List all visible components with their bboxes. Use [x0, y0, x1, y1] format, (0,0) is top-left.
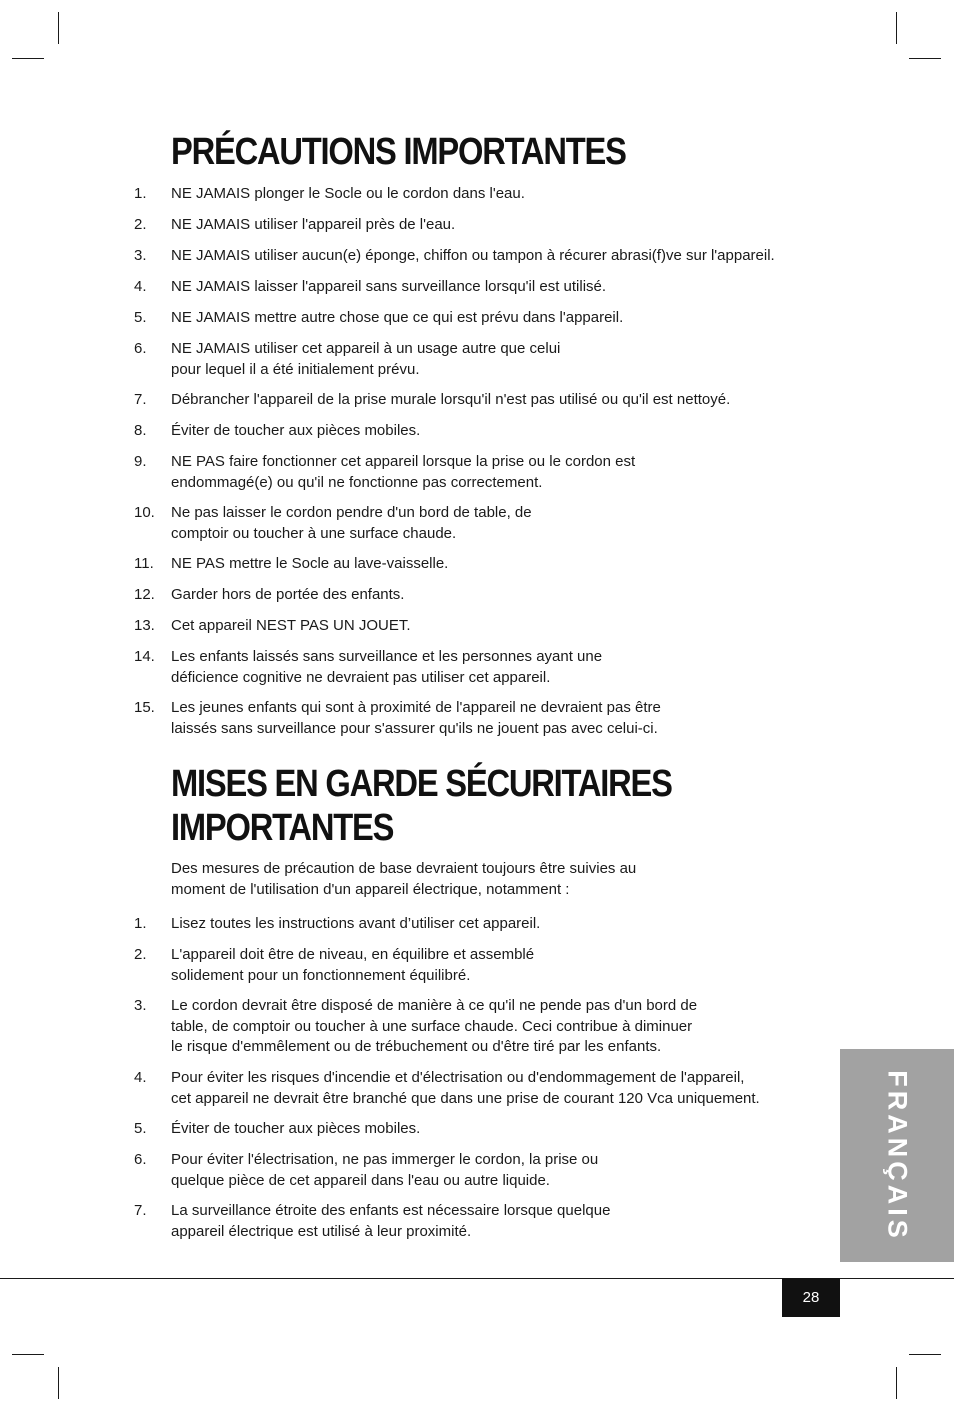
- list-item-line: déficience cognitive ne devraient pas utiliser cet appareil.: [171, 668, 551, 686]
- list-item-number: 1.: [134, 185, 147, 202]
- list-item-text: [171, 1150, 598, 1191]
- list-item-text: [171, 1068, 760, 1109]
- list-item-number: 6.: [134, 1151, 147, 1168]
- list-item-text: [171, 421, 420, 442]
- list-item-number: 1.: [134, 915, 147, 932]
- crop-mark: [909, 1354, 941, 1355]
- list-item-line: table, de comptoir ou toucher à une surface chaude. Ceci contribue à diminuer: [171, 1017, 693, 1035]
- list-item-line: Pour éviter l'électrisation, ne pas immerger le cordon, la prise ou: [171, 1151, 599, 1168]
- list-item-line: Lisez toutes les instructions avant d’utiliser cet appareil.: [171, 915, 541, 932]
- heading-line: MISES EN GARDE SÉCURITAIRES: [171, 763, 672, 805]
- list-item-line: NE JAMAIS utiliser cet appareil à un usage autre que celui: [171, 340, 561, 357]
- list-item-text: [171, 215, 455, 236]
- section-heading-precautions: PRÉCAUTIONS IMPORTANTES: [171, 131, 626, 173]
- list-item-line: NE PAS faire fonctionner cet appareil lorsque la prise ou le cordon est: [171, 453, 636, 470]
- list-item-text: [171, 452, 635, 493]
- list-item-line: comptoir ou toucher à une surface chaude.: [171, 524, 457, 542]
- list-item-line: NE JAMAIS laisser l'appareil sans surveillance lorsqu'il est utilisé.: [171, 278, 607, 295]
- list-item-number: 5.: [134, 309, 147, 326]
- list-item-line: Le cordon devrait être disposé de manière à ce qu'il ne pende pas d'un bord de: [171, 997, 698, 1014]
- list-item-text: [171, 1201, 610, 1242]
- list-item-line: appareil électrique est utilisé à leur proximité.: [171, 1222, 472, 1240]
- list-item-line: Pour éviter les risques d'incendie et d'électrisation ou d'endommagement de l'appareil,: [171, 1069, 745, 1086]
- list-item-number: 10.: [134, 504, 155, 521]
- crop-mark: [12, 1354, 44, 1355]
- list-item-text: [171, 616, 411, 637]
- section-heading-mises-en-garde: [171, 762, 672, 850]
- list-item-text: [171, 698, 661, 739]
- list-item-text: [171, 1119, 420, 1140]
- crop-mark: [58, 12, 59, 44]
- list-item-line: NE JAMAIS mettre autre chose que ce qui est prévu dans l'appareil.: [171, 309, 624, 326]
- list-item-line: le risque d'emmêlement ou de trébuchement ou d'être tiré par les enfants.: [171, 1038, 662, 1055]
- list-item-number: 3.: [134, 997, 147, 1014]
- list-item-text: [171, 585, 404, 606]
- list-item-number: 2.: [134, 216, 147, 233]
- list-item-line: Cet appareil NEST PAS UN JOUET.: [171, 617, 411, 634]
- list-item-number: 6.: [134, 340, 147, 357]
- list-item-number: 4.: [134, 278, 147, 295]
- crop-mark: [909, 58, 941, 59]
- list-item-line: quelque pièce de cet appareil dans l'eau ou autre liquide.: [171, 1171, 550, 1189]
- list-item-line: endommagé(e) ou qu'il ne fonctionne pas correctement.: [171, 473, 543, 491]
- list-item-line: NE JAMAIS utiliser l'appareil près de l'eau.: [171, 216, 456, 233]
- list-item-number: 4.: [134, 1069, 147, 1086]
- list-item-text: [171, 996, 697, 1058]
- list-item-number: 13.: [134, 617, 155, 634]
- list-item-text: [171, 914, 540, 935]
- list-item-line: Éviter de toucher aux pièces mobiles.: [171, 422, 421, 439]
- language-tab: [840, 1049, 954, 1262]
- list-item-number: 9.: [134, 453, 147, 470]
- list-item-text: [171, 647, 602, 688]
- list-item-line: Éviter de toucher aux pièces mobiles.: [171, 1120, 421, 1137]
- crop-mark: [58, 1367, 59, 1399]
- list-item-line: La surveillance étroite des enfants est nécessaire lorsque quelque: [171, 1202, 611, 1219]
- intro-line: moment de l'utilisation d'un appareil électrique, notamment :: [171, 880, 570, 898]
- intro-paragraph: [171, 859, 636, 900]
- list-item-text: [171, 503, 532, 544]
- list-item-text: [171, 184, 525, 205]
- list-item-number: 7.: [134, 1202, 147, 1219]
- list-item-line: Débrancher l'appareil de la prise murale lorsqu'il n'est pas utilisé ou qu'il est nettoyé.: [171, 391, 731, 408]
- list-item-number: 14.: [134, 648, 155, 665]
- list-item-number: 12.: [134, 586, 155, 603]
- list-item-line: Ne pas laisser le cordon pendre d'un bord de table, de: [171, 504, 532, 521]
- list-item-text: [171, 308, 623, 329]
- page-number: 28: [782, 1278, 840, 1317]
- crop-mark: [12, 58, 44, 59]
- language-tab-label: FRANÇAIS: [882, 1069, 913, 1242]
- list-item-line: pour lequel il a été initialement prévu.: [171, 360, 420, 378]
- list-item-number: 3.: [134, 247, 147, 264]
- list-item-line: NE JAMAIS utiliser aucun(e) éponge, chiffon ou tampon à récurer abrasi(f)ve sur l'appareil.: [171, 247, 775, 264]
- list-item-text: [171, 554, 448, 575]
- list-item-line: NE PAS mettre le Socle au lave-vaisselle.: [171, 555, 449, 572]
- list-item-text: [171, 390, 730, 411]
- crop-mark: [896, 12, 897, 44]
- heading-line: IMPORTANTES: [171, 807, 394, 849]
- list-item-line: laissés sans surveillance pour s'assurer qu'ils ne jouent pas avec celui-ci.: [171, 719, 658, 737]
- list-item-number: 11.: [134, 555, 154, 572]
- list-item-line: L'appareil doit être de niveau, en équilibre et assemblé: [171, 946, 535, 963]
- list-item-line: NE JAMAIS plonger le Socle ou le cordon dans l'eau.: [171, 185, 525, 202]
- list-item-number: 15.: [134, 699, 155, 716]
- list-item-line: Les enfants laissés sans surveillance et les personnes ayant une: [171, 648, 603, 665]
- list-item-text: [171, 339, 560, 380]
- list-item-number: 7.: [134, 391, 147, 408]
- list-item-line: Garder hors de portée des enfants.: [171, 586, 405, 603]
- list-item-text: [171, 277, 606, 298]
- list-item-number: 2.: [134, 946, 147, 963]
- list-item-number: 8.: [134, 422, 147, 439]
- list-item-text: [171, 246, 775, 267]
- list-item-text: [171, 945, 534, 986]
- list-item-line: Les jeunes enfants qui sont à proximité de l'appareil ne devraient pas être: [171, 699, 661, 716]
- crop-mark: [896, 1367, 897, 1399]
- list-item-line: solidement pour un fonctionnement équilibré.: [171, 966, 471, 984]
- intro-line: Des mesures de précaution de base devraient toujours être suivies au: [171, 860, 637, 877]
- list-item-number: 5.: [134, 1120, 147, 1137]
- list-item-line: cet appareil ne devrait être branché que dans une prise de courant 120 Vca uniquement.: [171, 1089, 760, 1107]
